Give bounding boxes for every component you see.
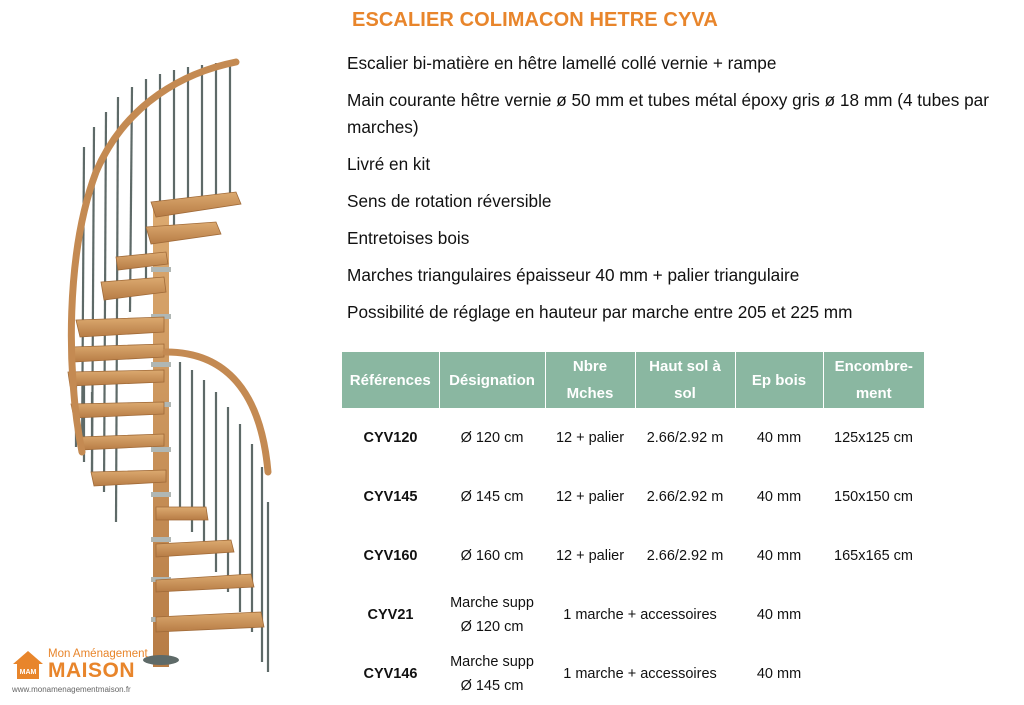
cell-haut: 2.66/2.92 m <box>646 429 724 446</box>
feature-item: Escalier bi-matière en hêtre lamellé collé vernie + rampe <box>347 53 777 73</box>
table-header-row <box>342 352 924 408</box>
house-icon <box>12 650 44 680</box>
logo-line1: Mon Aménagement <box>48 648 148 660</box>
cell-haut: 2.66/2.92 m <box>646 547 724 564</box>
cell-designation <box>439 644 545 703</box>
spiral-staircase-image <box>56 52 296 677</box>
cell-ep: 40 mm <box>756 547 802 564</box>
cell-encombrement: 165x165 cm <box>834 547 913 564</box>
cell-designation <box>439 585 545 644</box>
cell-empty <box>823 585 924 644</box>
header-haut-sol: Haut sol à sol <box>635 352 735 408</box>
feature-item: Marches triangulaires épaisseur 40 mm + palier triangulaire <box>347 265 800 285</box>
cell-encombrement: 150x150 cm <box>834 488 913 505</box>
cell-ref: CYV160 <box>363 547 418 564</box>
table-row <box>342 408 924 467</box>
table-row <box>342 467 924 526</box>
cell-ep: 40 mm <box>756 665 802 682</box>
header-references: Références <box>342 352 439 408</box>
cell-designation: Ø 160 cm <box>460 547 524 564</box>
cell-empty <box>823 644 924 703</box>
feature-item: Entretoises bois <box>347 228 470 248</box>
feature-item: Main courante hêtre vernie ø 50 mm et tubes métal époxy gris ø 18 mm (4 tubes par marches) <box>347 90 989 137</box>
header-encombrement: Encombre-ment <box>823 352 924 408</box>
header-ep-bois: Ep bois <box>735 352 823 408</box>
cell-designation: Ø 120 cm <box>460 429 524 446</box>
cell-designation: Ø 145 cm <box>460 488 524 505</box>
feature-item: Possibilité de réglage en hauteur par marche entre 205 et 225 mm <box>347 302 853 322</box>
spec-table <box>342 352 924 703</box>
designation-line: Ø 120 cm <box>460 618 524 635</box>
table-row <box>342 585 924 644</box>
product-title: ESCALIER COLIMACON HETRE CYVA <box>352 9 718 31</box>
cell-ref: CYV146 <box>363 665 418 682</box>
cell-content: 1 marche + accessoires <box>563 665 717 682</box>
header-designation: Désignation <box>439 352 545 408</box>
designation-line: Marche supp <box>450 653 534 670</box>
cell-haut: 2.66/2.92 m <box>646 488 724 505</box>
designation-line: Ø 145 cm <box>460 677 524 694</box>
header-nbre-mches: Nbre Mches <box>545 352 635 408</box>
feature-item: Livré en kit <box>347 154 431 174</box>
brand-logo[interactable] <box>12 648 148 694</box>
cell-nbre: 12 + palier <box>555 547 625 564</box>
feature-item: Sens de rotation réversible <box>347 191 552 211</box>
logo-line2: MAISON <box>48 659 135 682</box>
cell-ep: 40 mm <box>756 606 802 623</box>
pole-base <box>143 655 179 665</box>
cell-encombrement: 125x125 cm <box>834 429 913 446</box>
cell-ref: CYV145 <box>363 488 418 505</box>
cell-ep: 40 mm <box>756 429 802 446</box>
cell-ep: 40 mm <box>756 488 802 505</box>
logo-url: www.monamenagementmaison.fr <box>12 685 131 694</box>
cell-content: 1 marche + accessoires <box>563 606 717 623</box>
table-row <box>342 644 924 703</box>
cell-nbre: 12 + palier <box>555 488 625 505</box>
cell-nbre: 12 + palier <box>555 429 625 446</box>
cell-ref: CYV21 <box>367 606 414 623</box>
table-row <box>342 526 924 585</box>
logo-mark-text: MAM <box>19 669 37 676</box>
feature-list <box>347 50 1007 336</box>
cell-ref: CYV120 <box>363 429 418 446</box>
designation-line: Marche supp <box>450 594 534 611</box>
